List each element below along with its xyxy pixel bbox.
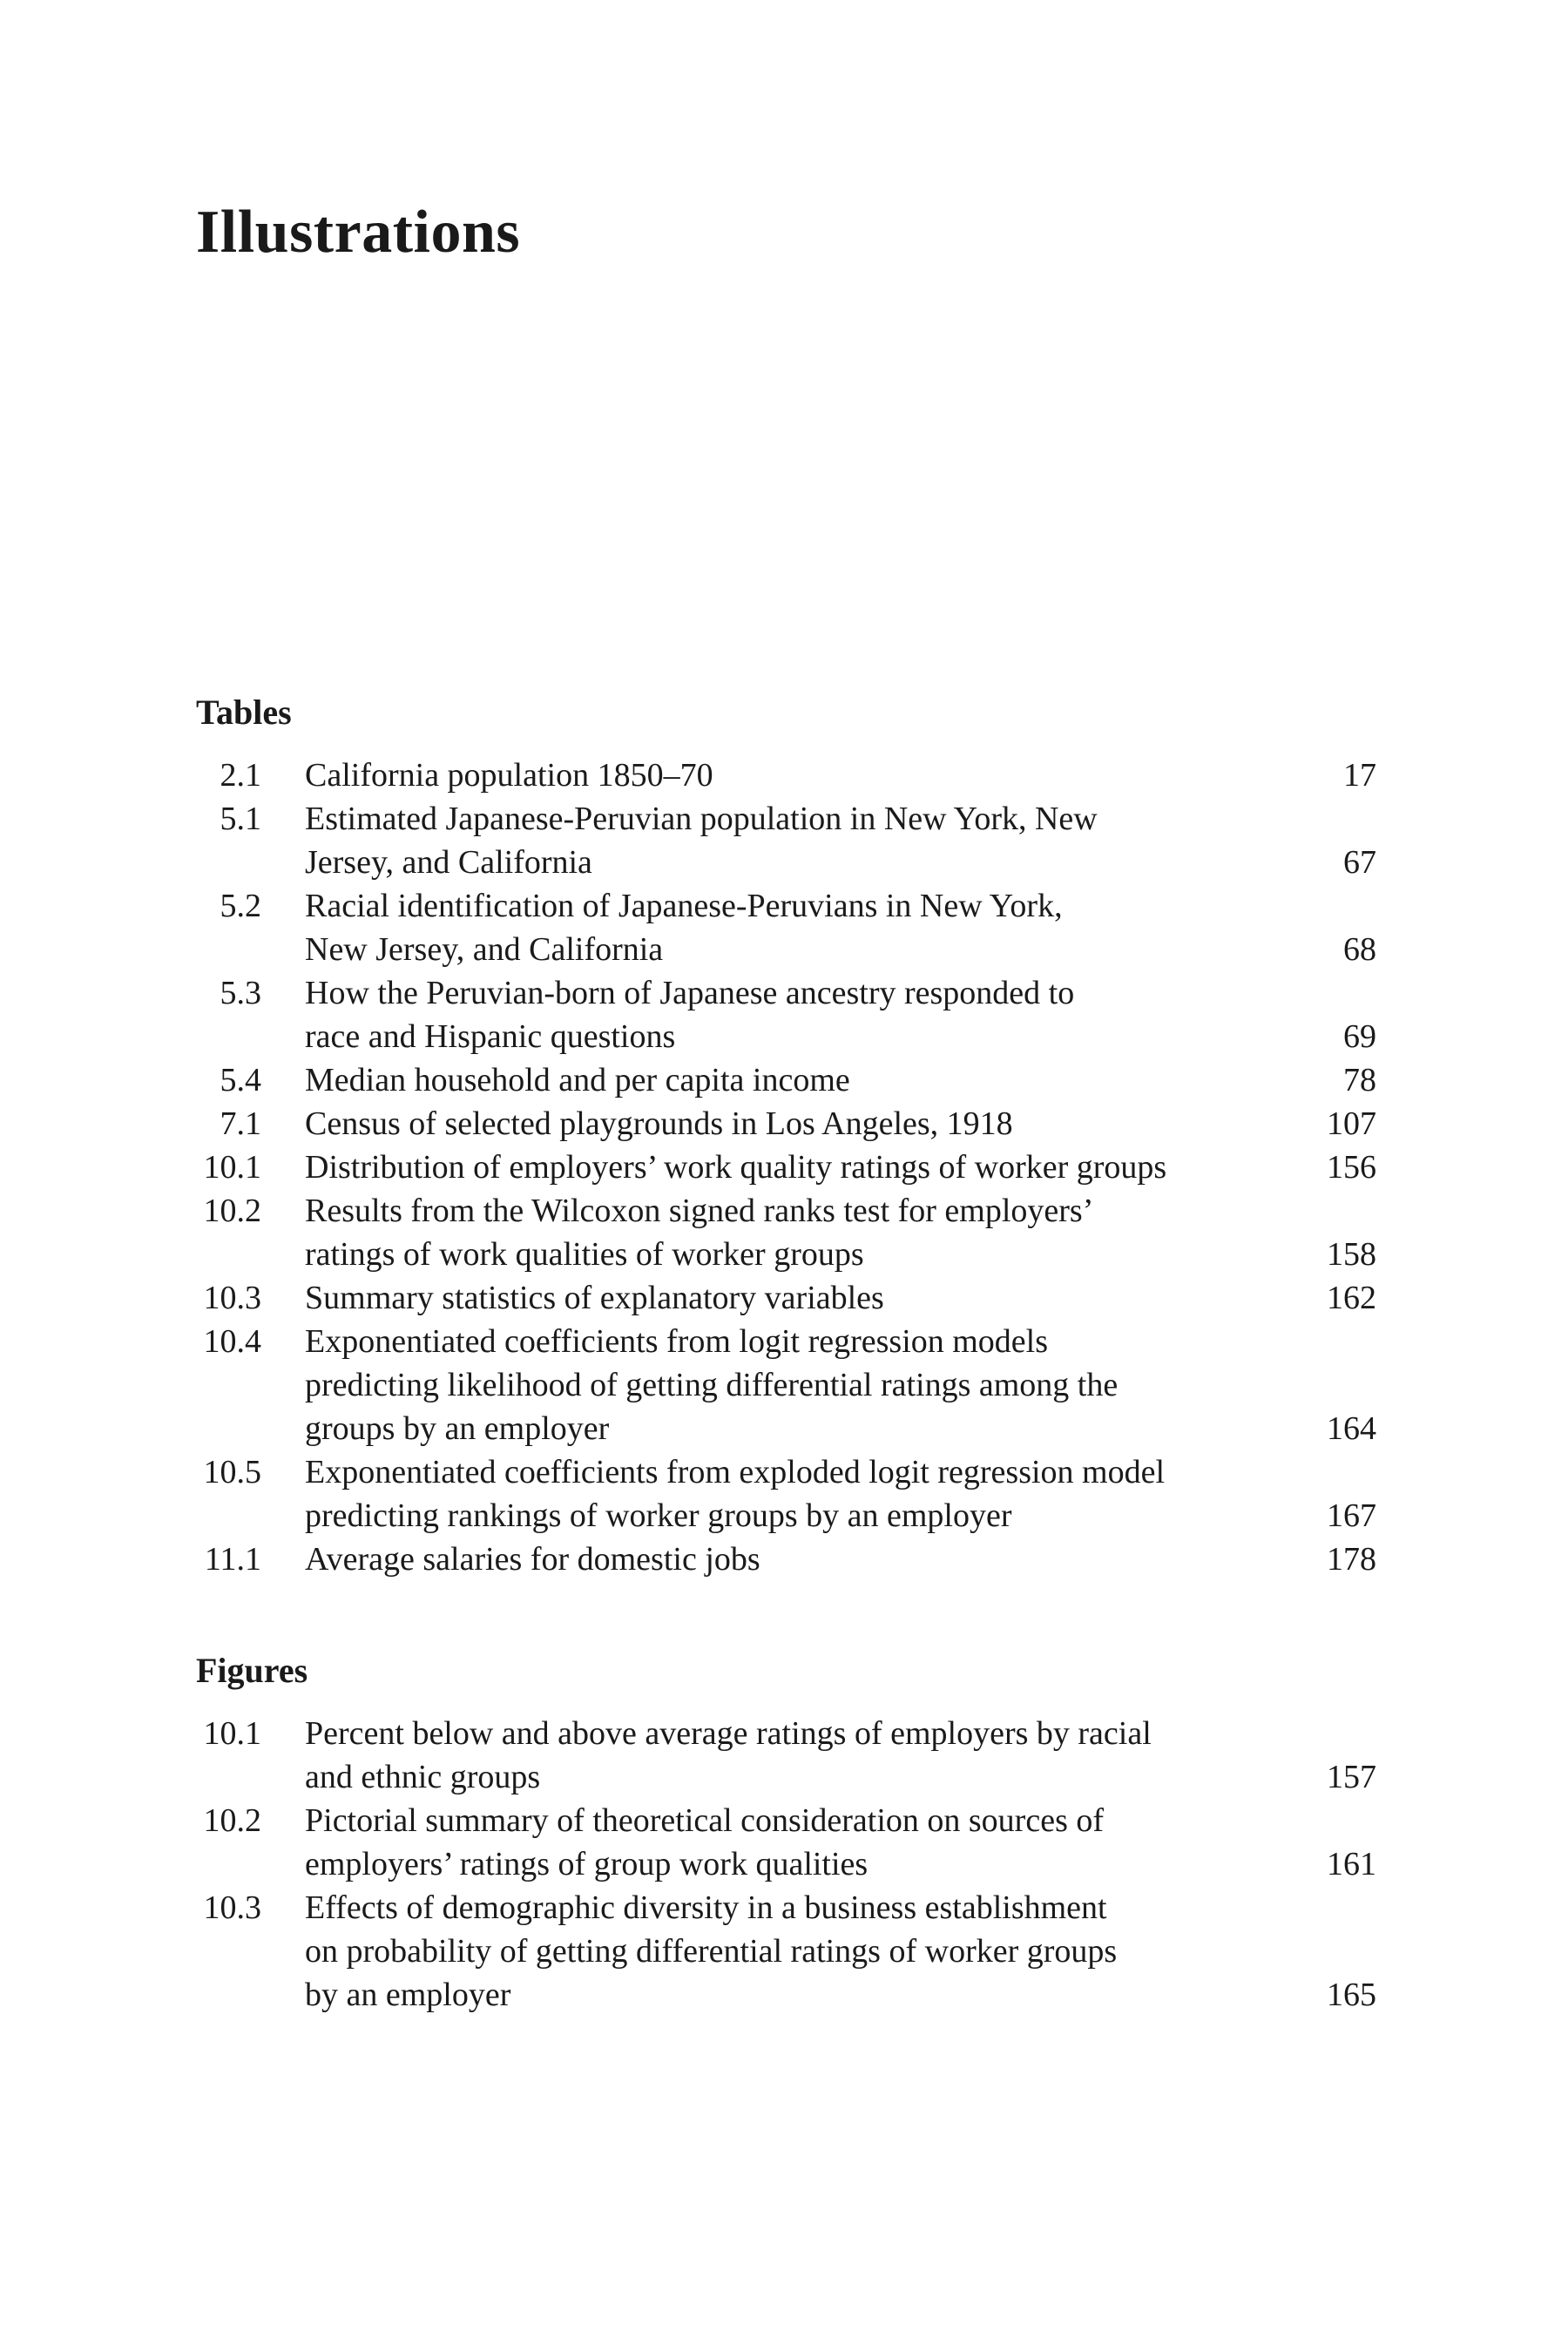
- list-item: [196, 1320, 1376, 1450]
- entry-title: [305, 1799, 1327, 1886]
- entry-title-line: Summary statistics of explanatory variables: [305, 1280, 884, 1316]
- list-item: [196, 884, 1376, 971]
- list-item: [196, 754, 1376, 797]
- list-item: [196, 1538, 1376, 1581]
- entry-title: [305, 797, 1343, 884]
- entry-number: 10.3: [203, 1889, 261, 1926]
- entry-title: [305, 1450, 1327, 1538]
- entry-page-number: 165: [1327, 1977, 1376, 2013]
- entry-number: 10.1: [203, 1715, 261, 1752]
- list-item: [196, 1058, 1376, 1102]
- entry-page-number: 161: [1327, 1846, 1376, 1882]
- entry-page-number: 69: [1343, 1018, 1376, 1055]
- entry-number: 10.1: [203, 1149, 261, 1186]
- entry-title-line: predicting rankings of worker groups by an employer: [305, 1497, 1012, 1534]
- list-item: [196, 1886, 1376, 2017]
- entry-number: 10.4: [203, 1323, 261, 1360]
- entry-number: 5.2: [220, 888, 261, 924]
- entry-number: 2.1: [220, 757, 261, 794]
- entry-page-number: 158: [1327, 1236, 1376, 1273]
- entry-number: 10.3: [203, 1280, 261, 1316]
- section-heading: Tables: [196, 693, 292, 732]
- entry-title: [305, 1276, 1327, 1320]
- list-item: [196, 1450, 1376, 1538]
- entry-title-line: Jersey, and California: [305, 844, 592, 881]
- entry-number: 10.2: [203, 1193, 261, 1229]
- list-item: [196, 971, 1376, 1058]
- entry-title: [305, 1146, 1327, 1189]
- entry-page-number: 156: [1327, 1149, 1376, 1186]
- list-item: [196, 1146, 1376, 1189]
- entry-page-number: 67: [1343, 844, 1376, 881]
- entry-page-number: 167: [1327, 1497, 1376, 1534]
- entry-title: [305, 884, 1343, 971]
- entry-title-line: Percent below and above average ratings of employers by racial: [305, 1715, 1152, 1752]
- list-item: [196, 1276, 1376, 1320]
- tables-section: [196, 691, 1376, 1581]
- entry-title-line: by an employer: [305, 1977, 511, 2013]
- section-heading: Figures: [196, 1651, 308, 1690]
- entry-page-number: 162: [1327, 1280, 1376, 1316]
- entry-number: 5.1: [220, 801, 261, 837]
- entry-title-line: Pictorial summary of theoretical consideration on sources of: [305, 1802, 1105, 1839]
- entry-title: [305, 1189, 1327, 1276]
- entry-title-line: Results from the Wilcoxon signed ranks test for employers’: [305, 1193, 1094, 1229]
- entry-title-line: Effects of demographic diversity in a business establishment: [305, 1889, 1107, 1926]
- entry-title: [305, 1320, 1327, 1450]
- entry-title-line: Exponentiated coefficients from logit regression models: [305, 1323, 1049, 1360]
- entry-number: 5.4: [220, 1062, 261, 1098]
- entry-title-line: Distribution of employers’ work quality ratings of worker groups: [305, 1149, 1167, 1186]
- entry-title: [305, 1886, 1327, 2017]
- entry-page-number: 157: [1327, 1759, 1376, 1795]
- list-item: [196, 1102, 1376, 1146]
- entry-title: [305, 971, 1343, 1058]
- entry-title: [305, 1538, 1327, 1581]
- entry-title-line: California population 1850–70: [305, 757, 713, 794]
- entry-page-number: 178: [1327, 1541, 1376, 1578]
- entry-page-number: 68: [1343, 931, 1376, 968]
- figures-section: [196, 1649, 1376, 2017]
- entry-title-line: Census of selected playgrounds in Los Angeles, 1918: [305, 1105, 1013, 1142]
- entry-number: 5.3: [220, 975, 261, 1011]
- entry-title-line: race and Hispanic questions: [305, 1018, 676, 1055]
- entry-list: [196, 1712, 1376, 2017]
- entry-title: [305, 1058, 1343, 1102]
- entry-title-line: Exponentiated coefficients from exploded logit regression model: [305, 1454, 1166, 1490]
- entry-title-line: Median household and per capita income: [305, 1062, 850, 1098]
- entry-title: [305, 1712, 1327, 1799]
- entry-title-line: on probability of getting differential ratings of worker groups: [305, 1933, 1118, 1970]
- entry-number: 11.1: [204, 1541, 261, 1578]
- entry-title-line: groups by an employer: [305, 1410, 610, 1447]
- entry-title-line: and ethnic groups: [305, 1759, 541, 1795]
- entry-title: [305, 1102, 1327, 1146]
- entry-page-number: 17: [1343, 757, 1376, 794]
- entry-list: [196, 754, 1376, 1581]
- list-item: [196, 1712, 1376, 1799]
- entry-page-number: 78: [1343, 1062, 1376, 1098]
- entry-number: 10.5: [203, 1454, 261, 1490]
- entry-title-line: predicting likelihood of getting differential ratings among the: [305, 1367, 1119, 1403]
- entry-number: 7.1: [220, 1105, 261, 1142]
- entry-title-line: ratings of work qualities of worker groups: [305, 1236, 864, 1273]
- entry-title-line: Estimated Japanese-Peruvian population in New York, New: [305, 801, 1098, 837]
- entry-title-line: employers’ ratings of group work qualities: [305, 1846, 868, 1882]
- entry-number: 10.2: [203, 1802, 261, 1839]
- entry-title: [305, 754, 1343, 797]
- entry-title-line: How the Peruvian-born of Japanese ancestry responded to: [305, 975, 1075, 1011]
- list-item: [196, 1189, 1376, 1276]
- entry-page-number: 107: [1327, 1105, 1376, 1142]
- entry-title-line: Racial identification of Japanese-Peruvians in New York,: [305, 888, 1063, 924]
- entry-title-line: New Jersey, and California: [305, 931, 664, 968]
- entry-title-line: Average salaries for domestic jobs: [305, 1541, 760, 1578]
- list-item: [196, 1799, 1376, 1886]
- entry-page-number: 164: [1327, 1410, 1376, 1447]
- page-title: Illustrations: [196, 199, 521, 266]
- list-item: [196, 797, 1376, 884]
